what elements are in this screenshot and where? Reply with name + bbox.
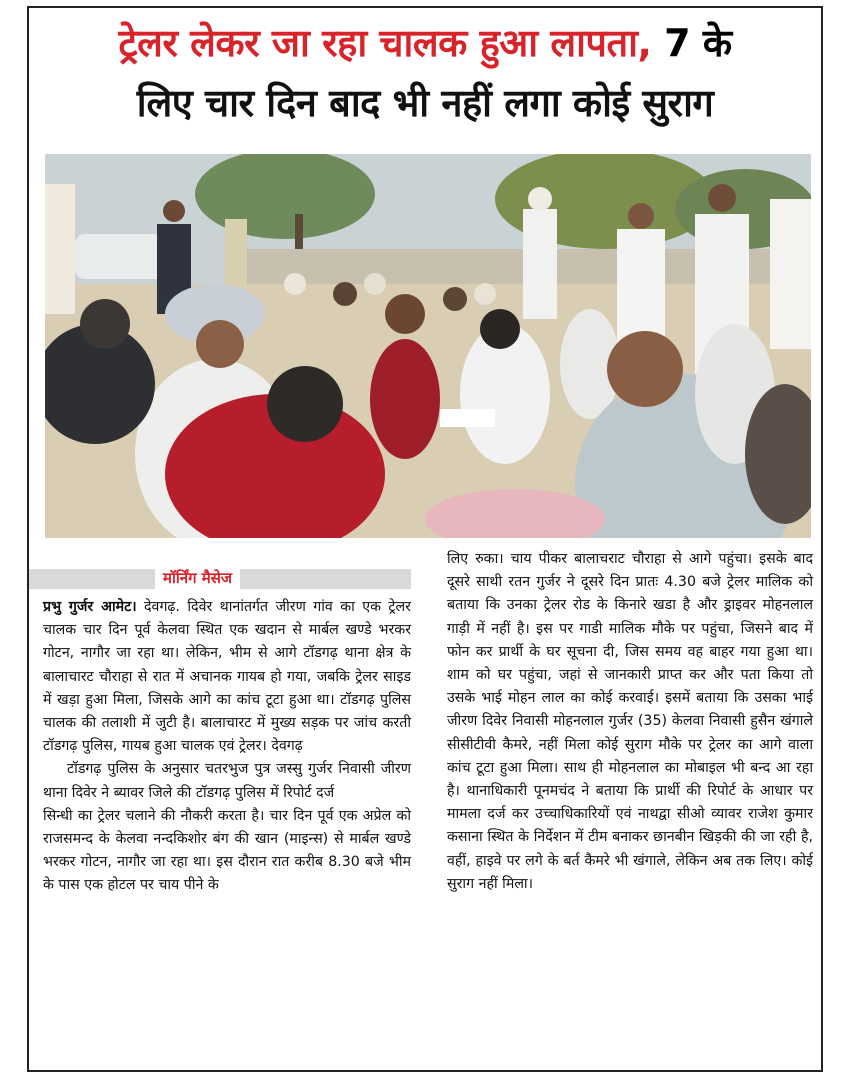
article-column-left: [43, 596, 411, 898]
headline-line-2: लिए चार दिन बाद भी नहीं लगा कोई सुराग: [136, 81, 714, 125]
headline-red-part: ट्रेलर लेकर जा रहा चालक हुआ लापता,: [118, 21, 652, 65]
article-paragraph: टॉडगढ़ पुलिस के अनुसार चतरभुज पुत्र जस्सु गुर्जर निवासी जीरण थाना दिवेर ने ब्यावर जिले की टॉडगढ़ पुलिस में रिपोर्ट दर्ज: [43, 761, 411, 801]
byline: प्रभु गुर्जर आमेट।: [43, 599, 137, 615]
newspaper-clipping: [27, 6, 823, 1072]
article-paragraph: [43, 596, 411, 758]
news-photo: [45, 154, 811, 538]
article-paragraph: लिए रुका। चाय पीकर बालाचराट चौराहा से आगे पहुंचा। इसके बाद दूसरे साथी रतन गुर्जर ने दूसरे दिन प्रातः 4.30 बजे ट्रेलर मालिक को बताया कि उनका ट्रेलर रोड के किनारे खडा है और ड्राइवर मोहनलाल गाड़ी में नहीं है। इस पर गाडी मालिक मौके पर पहुंचा, जिसने बाद में फोन कर प्रार्थी के घर सूचना दी, जिस समय वह बाहर गया हुआ था। शाम को घर पहुंचा, जहां से जानकारी प्राप्त कर और पता किया तो उसके भाई मोहन लाल का कोई करवाई। इसमें बताया कि उसका भाई जीरण दिवेर निवासी मोहनलाल गुर्जर (35) केलवा निवासी हुसैन खंगाले सीसीटीवी कैमरे, नहीं मिला कोई सुराग मौके पर ट्रेलर का आगे वाला कांच टूटा हुआ मिला। साथ ही मोहनलाल का मोबाइल भी बन्द आ रहा है। थानाधिकारी पूनमचंद ने बताया कि प्रार्थी की रिपोर्ट के आधार पर मामला दर्ज कर उच्चाधिकारियों एवं नाथद्वा सीओ व्यावर राजेश कुमार कसाना स्थित के निर्देशन में टीम बनाकर छानबीन खिड़की की जा रही है, वहीं, हाइवे पर लगे के बर्त कैमरे भी खंगाले, लेकिन अब तक लिए। कोई सुराग नहीं मिला।: [447, 551, 813, 892]
section-label: मॉर्निंग मैसेज: [155, 564, 240, 592]
headline-black-part: 7 के: [651, 21, 732, 65]
gathering-photo-illustration: [45, 154, 811, 538]
article-text: देवगढ़. दिवेर थानांतर्गत जीरण गांव का एक ट्रेलर चालक चार दिन पूर्व केलवा स्थित एक खदान से मार्बल खण्डे भरकर गोटन, नागौर जा रहा था। लेकिन, भीम से आगे टॉडगढ़ थाना क्षेत्र के बालाचारट चौराहा से रात में अचानक गायब हो गया, जबकि ट्रेलर साइड में खड़ा हुआ मिला, जिसके आगे का कांच टूटा हुआ था। टॉडगढ़ पुलिस चालक की तलाशी में जुटी है। बालाचारट में मुख्य सड़क पर जांच करती टॉडगढ़ पुलिस, गायब हुआ चालक एवं ट्रेलर। देवगढ़: [43, 599, 411, 755]
article-paragraph: सिन्धी का ट्रेलर चलाने की नौकरी करता है। चार दिन पूर्व एक अप्रेल को राजसमन्द के केलवा नन्दकिशोर बंग की खान (माइन्स) से मार्बल खण्डे भरकर गोटन, नागौर जा रहा था। इस दौरान रात करीब 8.30 बजे भीम के पास एक होटल पर चाय पीने के: [43, 807, 411, 894]
article-column-right: [447, 548, 813, 896]
headline-line-1: [29, 18, 821, 68]
